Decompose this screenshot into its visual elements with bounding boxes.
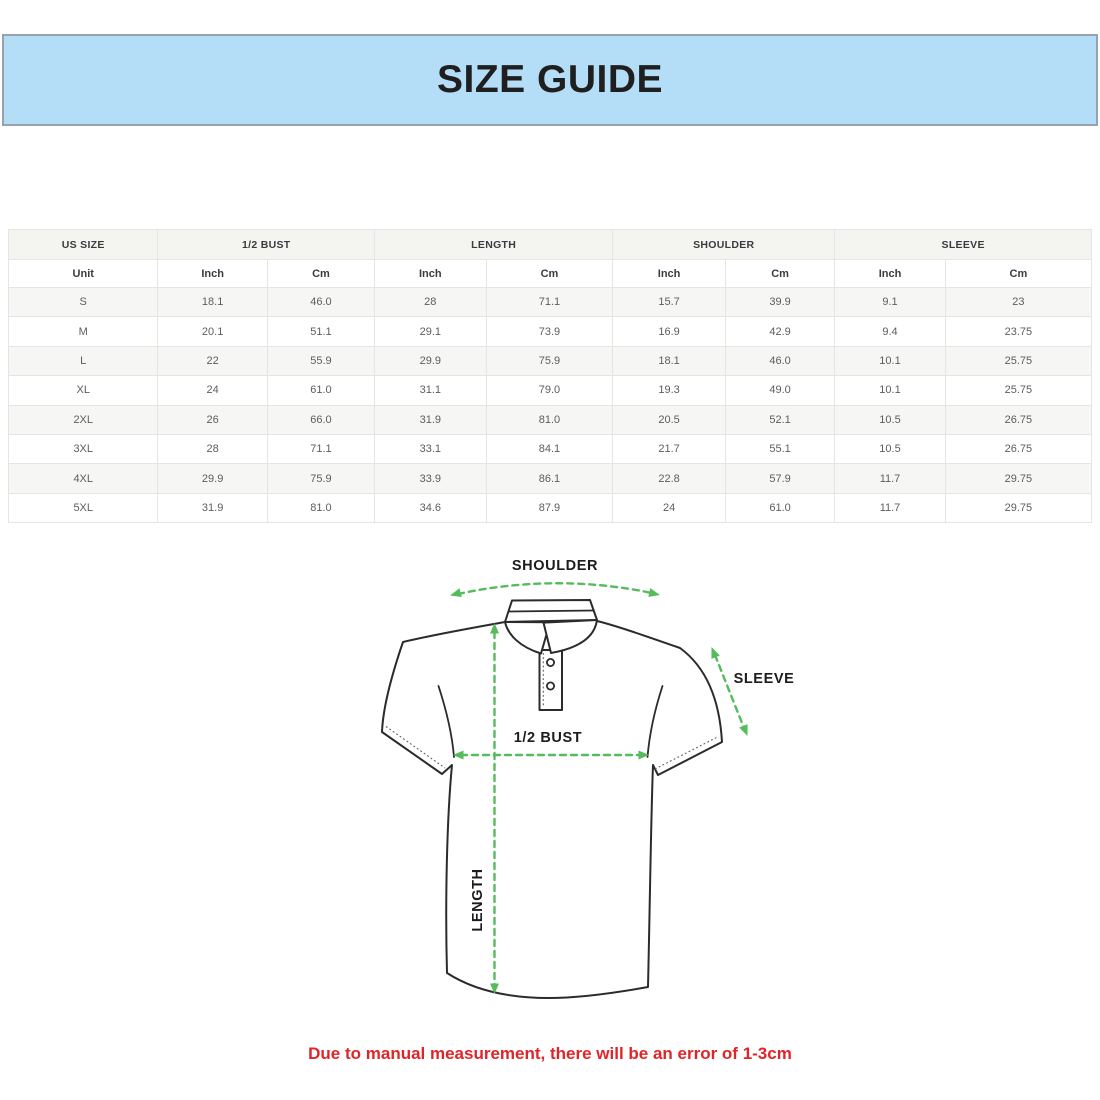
table-row bbox=[9, 376, 1092, 405]
value-cell: 21.7 bbox=[613, 434, 726, 463]
size-cell: S bbox=[9, 288, 158, 317]
value-cell: 29.75 bbox=[945, 464, 1091, 493]
button bbox=[547, 682, 554, 689]
table-row bbox=[9, 464, 1092, 493]
value-cell: 20.5 bbox=[613, 405, 726, 434]
value-cell: 55.1 bbox=[725, 434, 834, 463]
value-cell: 46.0 bbox=[725, 346, 834, 375]
value-cell: 39.9 bbox=[725, 288, 834, 317]
measurement-disclaimer: Due to manual measurement, there will be an error of 1-3cm bbox=[308, 1044, 792, 1063]
value-cell: 61.0 bbox=[725, 493, 834, 522]
size-cell: 4XL bbox=[9, 464, 158, 493]
group-header-cell: 1/2 BUST bbox=[158, 230, 375, 260]
unit-cell: Cm bbox=[267, 260, 374, 288]
size-cell: 5XL bbox=[9, 493, 158, 522]
value-cell: 86.1 bbox=[486, 464, 613, 493]
shirt-measurement-diagram bbox=[370, 545, 800, 1025]
value-cell: 61.0 bbox=[267, 376, 374, 405]
value-cell: 24 bbox=[613, 493, 726, 522]
unit-cell: Inch bbox=[613, 260, 726, 288]
value-cell: 81.0 bbox=[486, 405, 613, 434]
value-cell: 57.9 bbox=[725, 464, 834, 493]
value-cell: 10.5 bbox=[835, 434, 945, 463]
value-cell: 9.4 bbox=[835, 317, 945, 346]
group-header-cell: SHOULDER bbox=[613, 230, 835, 260]
size-chart-table bbox=[8, 229, 1092, 523]
value-cell: 71.1 bbox=[486, 288, 613, 317]
value-cell: 22.8 bbox=[613, 464, 726, 493]
bust-label: 1/2 BUST bbox=[513, 730, 583, 746]
group-header-cell: US SIZE bbox=[9, 230, 158, 260]
unit-cell: Inch bbox=[835, 260, 945, 288]
value-cell: 49.0 bbox=[725, 376, 834, 405]
value-cell: 18.1 bbox=[613, 346, 726, 375]
value-cell: 10.1 bbox=[835, 376, 945, 405]
value-cell: 33.1 bbox=[375, 434, 487, 463]
unit-cell: Unit bbox=[9, 260, 158, 288]
group-header-cell: SLEEVE bbox=[835, 230, 1092, 260]
value-cell: 26 bbox=[158, 405, 267, 434]
value-cell: 75.9 bbox=[486, 346, 613, 375]
shoulder-label: SHOULDER bbox=[511, 558, 599, 574]
unit-cell: Inch bbox=[158, 260, 267, 288]
value-cell: 18.1 bbox=[158, 288, 267, 317]
collar-fold-line bbox=[509, 611, 594, 612]
value-cell: 11.7 bbox=[835, 493, 945, 522]
size-guide-banner bbox=[2, 34, 1098, 126]
shoulder-measure-arrow bbox=[458, 583, 652, 594]
value-cell: 46.0 bbox=[267, 288, 374, 317]
value-cell: 66.0 bbox=[267, 405, 374, 434]
value-cell: 34.6 bbox=[375, 493, 487, 522]
value-cell: 29.75 bbox=[945, 493, 1091, 522]
value-cell: 20.1 bbox=[158, 317, 267, 346]
value-cell: 19.3 bbox=[613, 376, 726, 405]
value-cell: 55.9 bbox=[267, 346, 374, 375]
value-cell: 23.75 bbox=[945, 317, 1091, 346]
size-cell: M bbox=[9, 317, 158, 346]
page-title: SIZE GUIDE bbox=[436, 58, 664, 101]
value-cell: 29.9 bbox=[375, 346, 487, 375]
value-cell: 42.9 bbox=[725, 317, 834, 346]
value-cell: 16.9 bbox=[613, 317, 726, 346]
sleeve-label: SLEEVE bbox=[733, 671, 795, 687]
size-cell: XL bbox=[9, 376, 158, 405]
value-cell: 73.9 bbox=[486, 317, 613, 346]
group-header-cell: LENGTH bbox=[375, 230, 613, 260]
table-row bbox=[9, 317, 1092, 346]
value-cell: 31.9 bbox=[375, 405, 487, 434]
arrowhead bbox=[449, 588, 462, 600]
table-row bbox=[9, 405, 1092, 434]
value-cell: 79.0 bbox=[486, 376, 613, 405]
table-row bbox=[9, 434, 1092, 463]
value-cell: 23 bbox=[945, 288, 1091, 317]
button bbox=[547, 659, 554, 666]
value-cell: 33.9 bbox=[375, 464, 487, 493]
arrowhead bbox=[707, 645, 719, 659]
value-cell: 11.7 bbox=[835, 464, 945, 493]
arrowhead bbox=[648, 588, 661, 599]
value-cell: 29.1 bbox=[375, 317, 487, 346]
value-cell: 31.9 bbox=[158, 493, 267, 522]
table-unit-row bbox=[9, 260, 1092, 288]
table-row bbox=[9, 493, 1092, 522]
unit-cell: Cm bbox=[945, 260, 1091, 288]
value-cell: 75.9 bbox=[267, 464, 374, 493]
table-row bbox=[9, 288, 1092, 317]
value-cell: 87.9 bbox=[486, 493, 613, 522]
value-cell: 28 bbox=[158, 434, 267, 463]
size-cell: L bbox=[9, 346, 158, 375]
length-label: LENGTH bbox=[470, 868, 486, 932]
table-group-header-row bbox=[9, 230, 1092, 260]
value-cell: 25.75 bbox=[945, 376, 1091, 405]
value-cell: 24 bbox=[158, 376, 267, 405]
size-cell: 2XL bbox=[9, 405, 158, 434]
value-cell: 22 bbox=[158, 346, 267, 375]
value-cell: 9.1 bbox=[835, 288, 945, 317]
value-cell: 51.1 bbox=[267, 317, 374, 346]
unit-cell: Cm bbox=[486, 260, 613, 288]
value-cell: 10.5 bbox=[835, 405, 945, 434]
value-cell: 26.75 bbox=[945, 405, 1091, 434]
table-row bbox=[9, 346, 1092, 375]
value-cell: 28 bbox=[375, 288, 487, 317]
size-cell: 3XL bbox=[9, 434, 158, 463]
value-cell: 15.7 bbox=[613, 288, 726, 317]
value-cell: 52.1 bbox=[725, 405, 834, 434]
value-cell: 81.0 bbox=[267, 493, 374, 522]
value-cell: 26.75 bbox=[945, 434, 1091, 463]
value-cell: 25.75 bbox=[945, 346, 1091, 375]
arrowhead bbox=[739, 724, 751, 738]
value-cell: 29.9 bbox=[158, 464, 267, 493]
value-cell: 84.1 bbox=[486, 434, 613, 463]
unit-cell: Inch bbox=[375, 260, 487, 288]
unit-cell: Cm bbox=[725, 260, 834, 288]
value-cell: 10.1 bbox=[835, 346, 945, 375]
value-cell: 31.1 bbox=[375, 376, 487, 405]
value-cell: 71.1 bbox=[267, 434, 374, 463]
